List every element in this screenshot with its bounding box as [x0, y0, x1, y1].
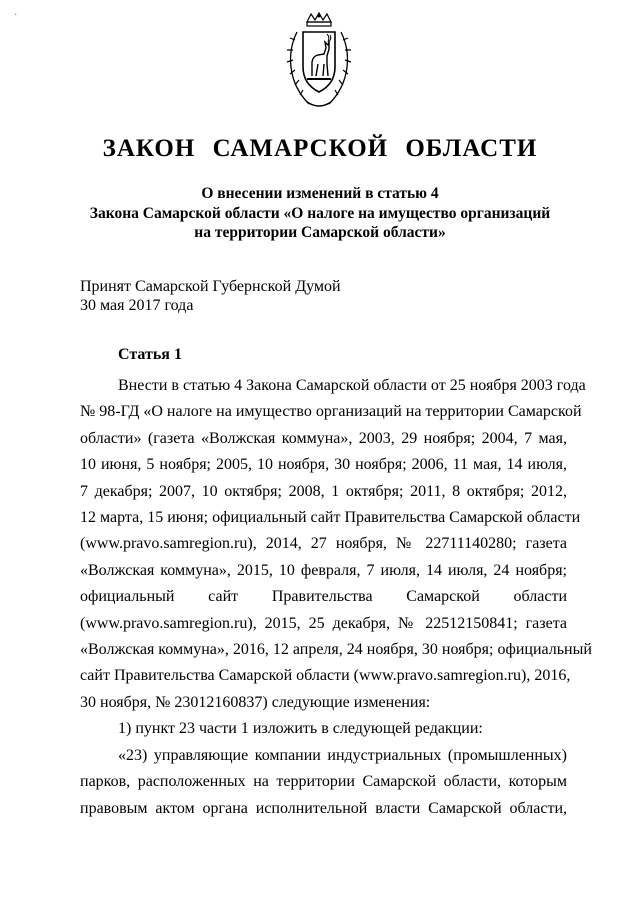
body-line: (www.pravo.samregion.ru), 2015, 25 декабря, № 22512150841; газета — [80, 614, 567, 632]
body-line: официальный сайт Правительства Самарской области — [80, 588, 567, 606]
body-line: (www.pravo.samregion.ru), 2014, 27 ноября, № 22711140280; газета — [80, 535, 567, 553]
article-heading: Статья 1 — [118, 346, 182, 363]
body-line: 12 марта, 15 июня; официальный сайт Правительства Самарской области — [80, 509, 581, 527]
body-line: 1) пункт 23 части 1 изложить в следующей редакции: — [118, 720, 483, 738]
body-line: 10 июня, 5 ноября; 2005, 10 ноября, 30 ноября; 2006, 11 мая, 14 июля, — [80, 456, 567, 474]
subtitle-line: О внесении изменений в статью 4 — [201, 185, 439, 202]
law-subtitle — [60, 184, 580, 243]
article-body — [80, 373, 592, 822]
body-line: области» (газета «Волжская коммуна», 2003, 29 ноября; 2004, 7 мая, — [80, 429, 567, 447]
law-title: ЗАКОН САМАРСКОЙ ОБЛАСТИ — [102, 135, 538, 162]
adoption-info — [80, 277, 341, 315]
body-line: 7 декабря; 2007, 10 октября; 2008, 1 октября; 2011, 8 октября; 2012, — [80, 482, 567, 500]
adoption-body: Принят Самарской Губернской Думой — [80, 278, 341, 295]
adoption-date: 30 мая 2017 года — [80, 297, 194, 314]
body-line: «Волжская коммуна», 2016, 12 апреля, 24 ноября, 30 ноября; официальный — [80, 641, 592, 659]
samara-region-coat-of-arms-icon — [283, 12, 355, 112]
body-line: правовым актом органа исполнительной власти Самарской области, — [80, 799, 567, 817]
body-line: 30 ноября, № 23012160837) следующие изменения: — [80, 693, 431, 711]
subtitle-line: Закона Самарской области «О налоге на имущество организаций — [89, 204, 551, 222]
body-line: сайт Правительства Самарской области (www.pravo.samregion.ru), 2016, — [80, 667, 571, 685]
body-line: «23) управляющие компании индустриальных (промышленных) — [118, 746, 567, 764]
body-line: парков, расположенных на территории Самарской области, которым — [80, 773, 567, 791]
stray-mark: · — [14, 10, 18, 21]
body-line: «Волжская коммуна», 2015, 10 февраля, 7 июля, 14 июля, 24 ноября; — [80, 561, 567, 579]
body-line: Внести в статью 4 Закона Самарской области от 25 ноября 2003 года — [118, 377, 586, 394]
body-line: № 98-ГД «О налоге на имущество организаций на территории Самарской — [80, 403, 582, 421]
subtitle-line: на территории Самарской области» — [194, 224, 446, 241]
